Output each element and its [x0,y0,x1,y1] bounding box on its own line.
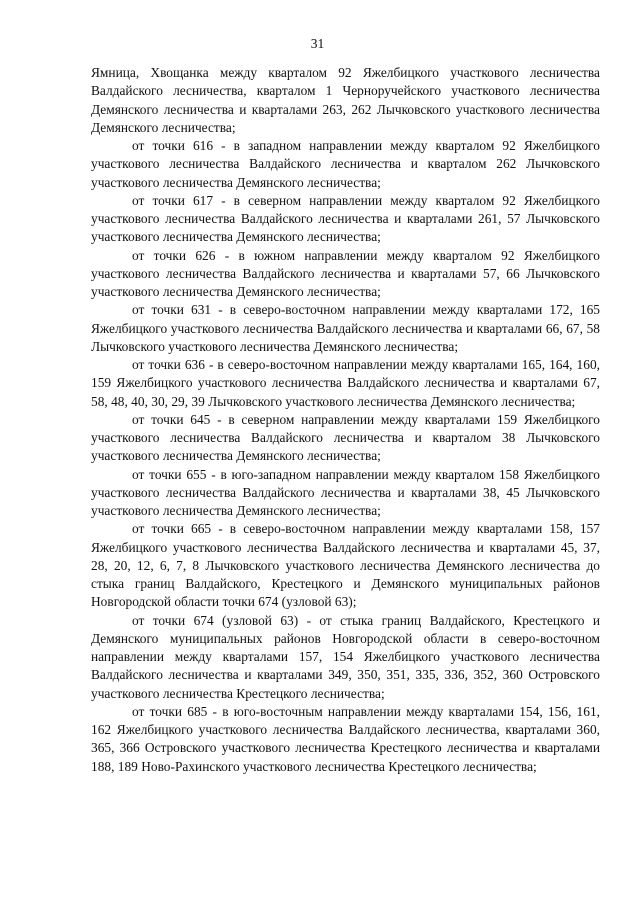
document-body [91,64,600,776]
paragraph-point-617: от точки 617 - в северном направлении между кварталом 92 Яжелбицкого участкового лесничества Валдайского лесничества и кварталами 261, 57 Лычковского участкового лесничества Демянского лесничества; [91,192,600,245]
paragraph-point-631: от точки 631 - в северо-восточном направлении между кварталами 172, 165 Яжелбицкого участкового лесничества Валдайского лесничества и кварталами 66, 67, 58 Лычковского участкового лесничества Демянского лесничества; [91,302,600,354]
paragraph-point-616: от точки 616 - в западном направлении между кварталом 92 Яжелбицкого участкового лесничества Валдайского лесничества и кварталом 262 Лычковского участкового лесничества Демянского лесничества; [91,138,600,190]
paragraph-point-626: от точки 626 - в южном направлении между кварталом 92 Яжелбицкого участкового лесничества Валдайского лесничества и кварталами 57, 66 Лычковского участкового лесничества Демянского лесничества; [91,247,600,299]
paragraph-point-645: от точки 645 - в северном направлении между кварталами 159 Яжелбицкого участкового лесничества Валдайского лесничества и кварталом 38 Лычковского участкового лесничества Демянского лесничества; [91,411,600,464]
paragraph-point-674: от точки 674 (узловой 63) - от стыка границ Валдайского, Крестецкого и Демянского муниципальных районов Новгородской области в северо-восточном направлении между кварталами 157, 154 Яжелбицкого участкового лесничества Валдайского лесничества и кварталами 349, 350, 351, 335, 336, 352, 360 Островского участкового лесничества Крестецкого лесничества; [91,612,600,701]
paragraph-point-665: от точки 665 - в северо-восточном направлении между кварталами 158, 157 Яжелбицкого участкового лесничества Валдайского лесничества и кварталами 45, 37, 28, 20, 12, 6, 7, 8 Лычковского участкового лесничества Демянского лесничества до стыка границ Валдайского, Крестецкого и Демянского муниципальных районов Новгородской области точки 674 (узловой 63); [91,521,600,610]
paragraph-point-655: от точки 655 - в юго-западном направлении между кварталом 158 Яжелбицкого участкового лесничества Валдайского лесничества и кварталами 38, 45 Лычковского участкового лесничества Демянского лесничества; [91,466,600,518]
paragraph-continuation: Ямница, Хвощанка между кварталом 92 Яжелбицкого участкового лесничества Валдайского лесничества, кварталом 1 Черноручейского участкового лесничества Демянского лесничества и кварталами 263, 262 Лычковского участкового лесничества Демянского лесничества; [91,65,600,135]
paragraph-point-685: от точки 685 - в юго-восточным направлении между кварталами 154, 156, 161, 162 Яжелбицкого участкового лесничества Валдайского лесничества, кварталами 360, 365, 366 Островского участкового лесничества Крестецкого лесничества и кварталами 188, 189 Ново-Рахинского участкового лесничества Крестецкого лесничества; [91,703,600,774]
paragraph-point-636: от точки 636 - в северо-восточном направлении между кварталами 165, 164, 160, 159 Яжелбицкого участкового лесничества Валдайского лесничества и кварталами 67, 58, 48, 40, 30, 29, 39 Лычковского участкового лесничества Демянского лесничества; [91,357,600,409]
page-number: 31 [310,36,325,51]
